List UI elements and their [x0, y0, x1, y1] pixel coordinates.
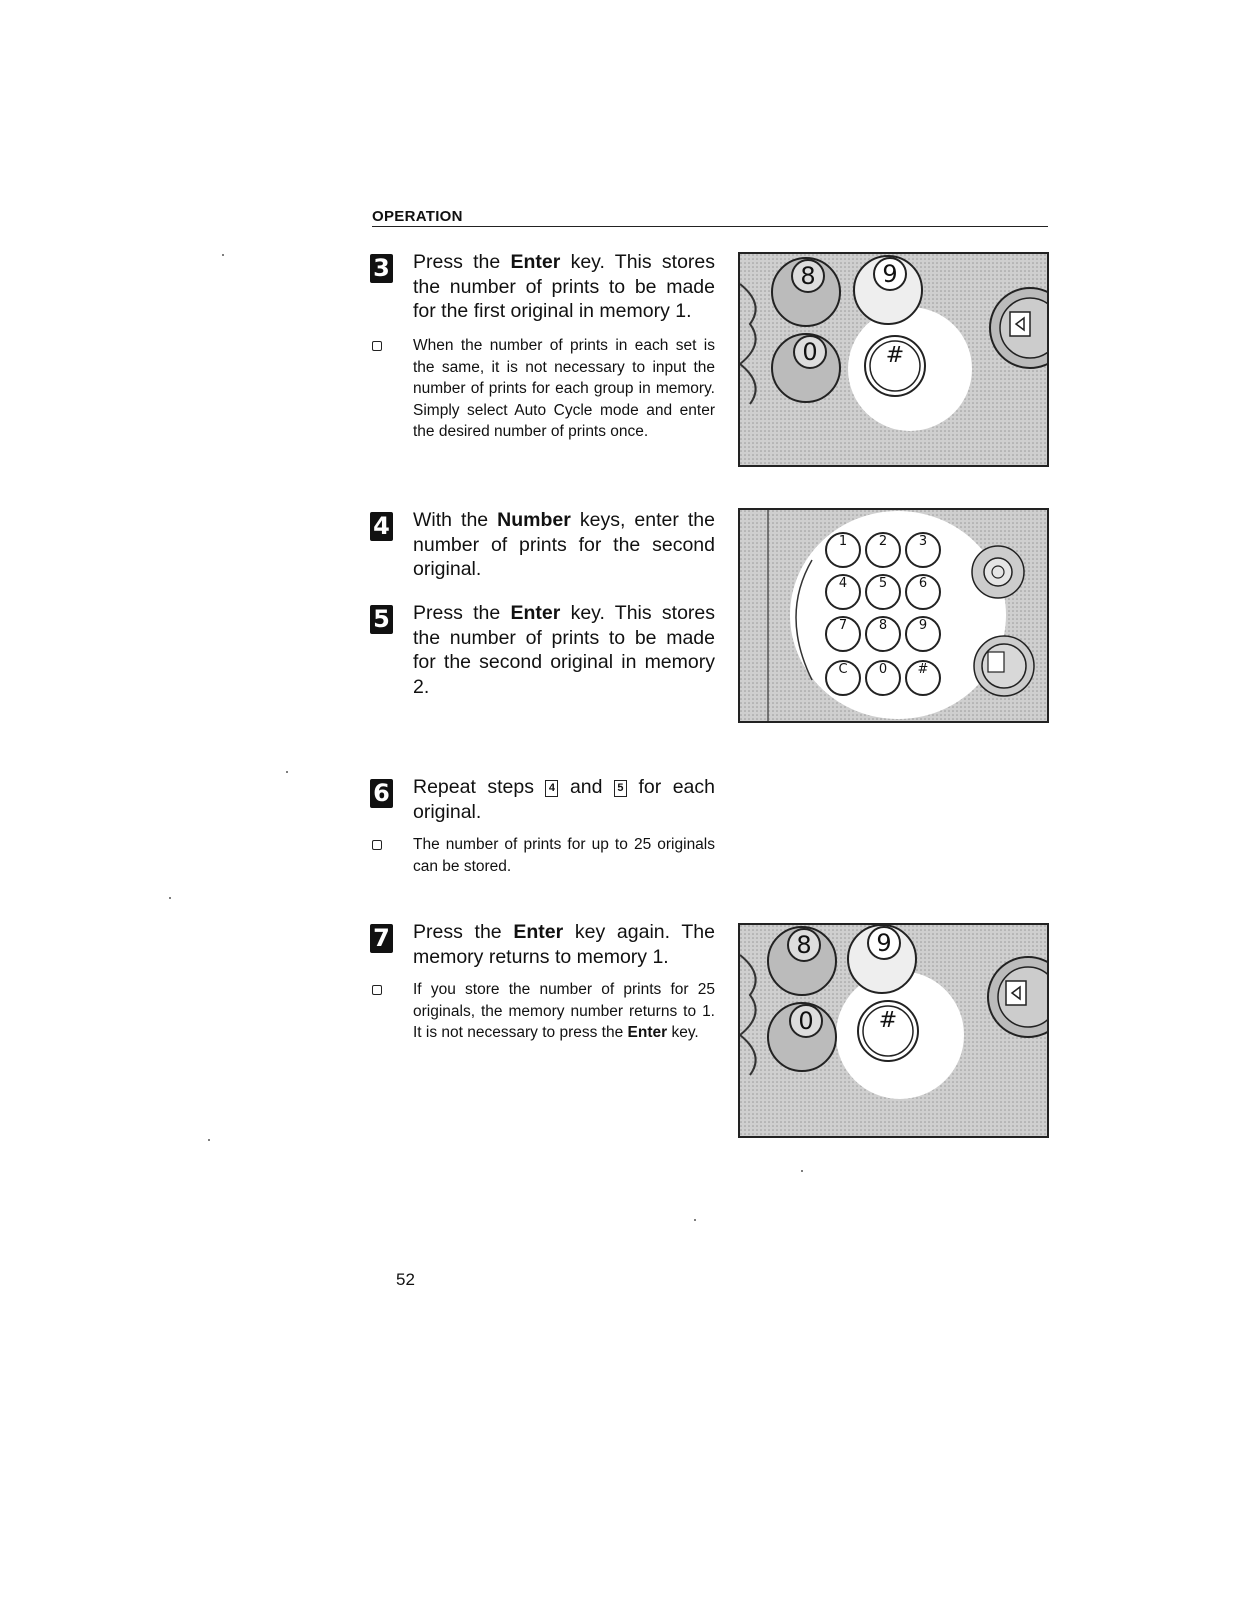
step-text: Press the Enter key. This stores the number of prints to be made for the first original in memory 1. — [413, 251, 715, 322]
keypad-key-0: 0 — [878, 662, 888, 677]
step-5 — [370, 601, 715, 699]
key-8-label: 8 — [796, 931, 812, 959]
step-number: 3 — [370, 254, 393, 283]
scan-speck — [222, 254, 224, 256]
keypad-key-5: 5 — [878, 576, 888, 591]
note-step-3 — [370, 335, 715, 443]
keypad-key-3: 3 — [918, 534, 928, 549]
step-text: Repeat steps 4 and 5 for each original. — [413, 776, 715, 823]
keypad-illustration — [738, 508, 1049, 723]
keypad-key-2: 2 — [878, 534, 888, 549]
page-number: 52 — [396, 1270, 415, 1289]
note-bullet-icon — [372, 341, 382, 351]
key-hash-label: # — [878, 1008, 898, 1033]
keypad-key-hash: # — [917, 662, 929, 677]
scan-speck — [801, 1170, 803, 1172]
note-bullet-icon — [372, 985, 382, 995]
step-ref-5: 5 — [614, 780, 627, 797]
step-text: With the Number keys, enter the number of prints for the second original. — [413, 509, 715, 580]
enter-key-illustration-2 — [738, 923, 1049, 1138]
note-text: If you store the number of prints for 25 originals, the memory number returns to 1. It is not necessary to press the Enter key. — [413, 981, 715, 1042]
scan-speck — [169, 897, 171, 899]
keypad-key-6: 6 — [918, 576, 928, 591]
step-ref-4: 4 — [545, 780, 558, 797]
step-4 — [370, 508, 715, 582]
step-number: 4 — [370, 512, 393, 541]
keypad-key-1: 1 — [838, 534, 848, 549]
step-number: 6 — [370, 779, 393, 808]
key-name: Enter — [513, 921, 564, 943]
enter-key-illustration-1 — [738, 252, 1049, 467]
key-hash-label: # — [885, 343, 905, 368]
key-0-label: 0 — [802, 338, 818, 366]
key-name: Enter — [510, 251, 561, 273]
step-number: 7 — [370, 924, 393, 953]
note-step-7 — [370, 979, 715, 1044]
keypad-key-c: C — [838, 662, 848, 677]
section-header: OPERATION — [372, 208, 463, 225]
note-step-6 — [370, 834, 715, 877]
step-7 — [370, 920, 715, 969]
step-number: 5 — [370, 605, 393, 634]
key-0-label: 0 — [798, 1007, 814, 1035]
note-text: The number of prints for up to 25 originals can be stored. — [413, 836, 715, 875]
step-6 — [370, 775, 715, 824]
keypad-key-7: 7 — [838, 618, 848, 633]
key-8-label: 8 — [800, 262, 816, 290]
step-text: Press the Enter key. This stores the number of prints to be made for the second original in memory 2. — [413, 602, 715, 698]
key-9-label: 9 — [882, 260, 898, 288]
note-text: When the number of prints in each set is the same, it is not necessary to input the number of prints for each group in memory. Simply select Auto Cycle mode and enter the desired number of prints once. — [413, 337, 715, 441]
scan-speck — [208, 1139, 210, 1141]
step-3 — [370, 250, 715, 324]
key-name: Enter — [627, 1024, 668, 1042]
note-bullet-icon — [372, 840, 382, 850]
keypad-key-8: 8 — [878, 618, 888, 633]
keypad-key-9: 9 — [918, 618, 928, 633]
scan-speck — [694, 1219, 696, 1221]
key-9-label: 9 — [876, 929, 892, 957]
scan-speck — [286, 771, 288, 773]
key-name: Enter — [510, 602, 561, 624]
key-name: Number — [497, 509, 571, 531]
step-text: Press the Enter key again. The memory returns to memory 1. — [413, 921, 715, 968]
keypad-key-4: 4 — [838, 576, 848, 591]
header-rule — [372, 226, 1048, 227]
